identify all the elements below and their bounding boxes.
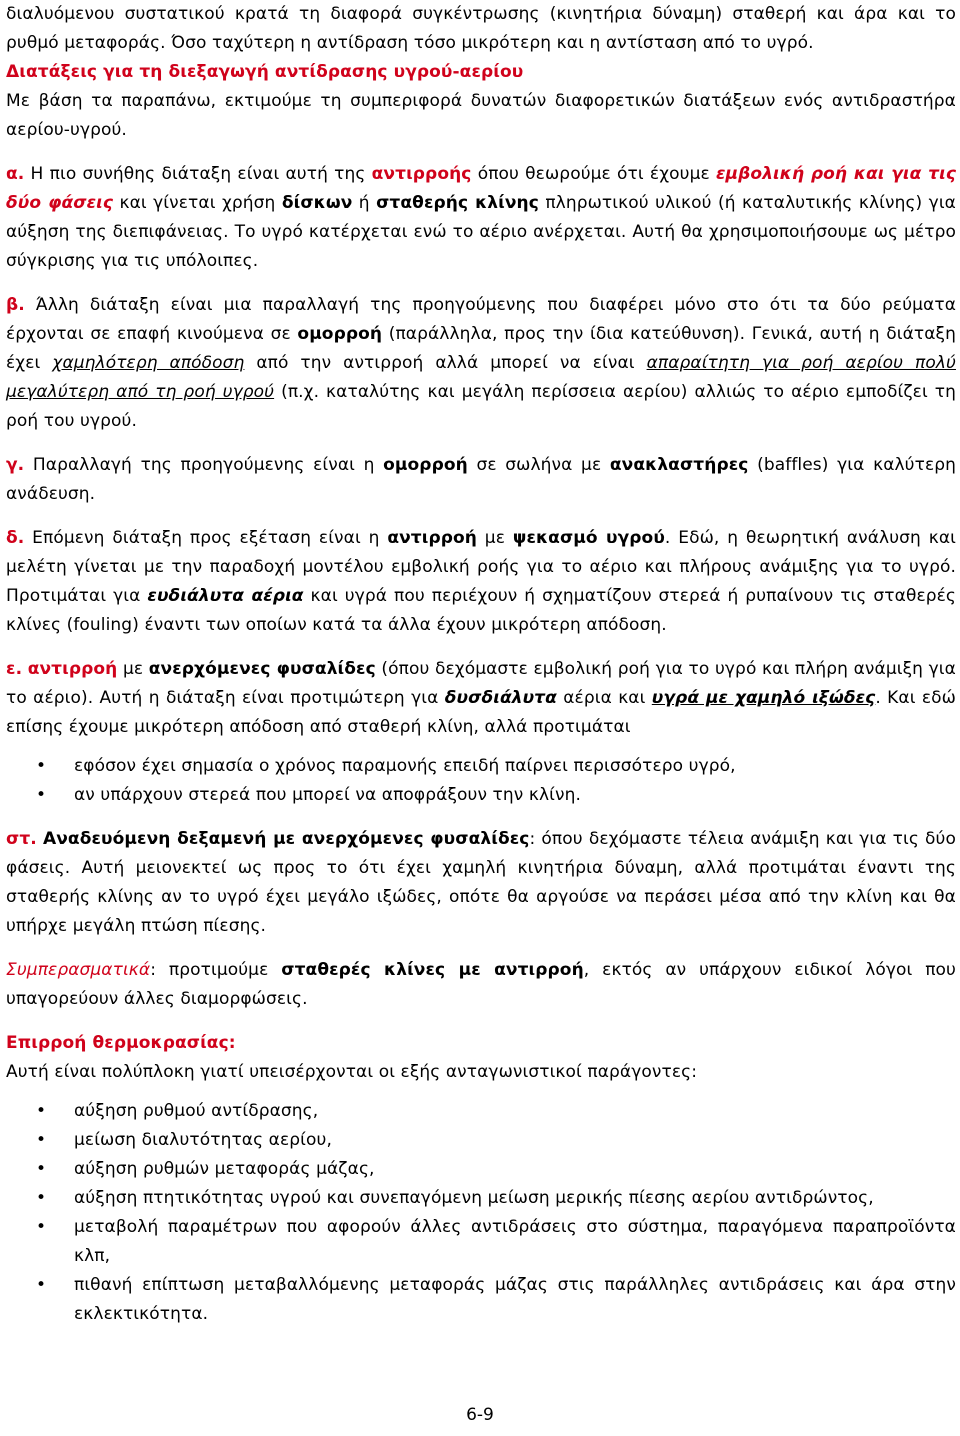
paragraph-conclusion: Συμπερασματικά: προτιμούμε σταθερές κλίνες με αντιρροή, εκτός αν υπάρχουν ειδικοί λόγοι που υπαγορεύουν άλλες διαμορφώσεις. xyxy=(6,960,956,1009)
item-label-gamma: γ. xyxy=(6,455,25,475)
item-label-delta: δ. xyxy=(6,528,25,548)
paragraph-delta: δ. Επόμενη διάταξη προς εξέταση είναι η αντιρροή με ψεκασμό υγρού. Εδώ, η θεωρητική ανάλυση και μελέτη γίνεται με την παραδοχή μοντέλου εμβολική ροής για το αέριο και πλήρους ανάμιξης για το υγρό. Προτιμάται για ευδιάλυτα αέρια και υγρά που περιέχουν ή σχηματίζουν στερεά ή ρυπαίνουν τις σταθερές κλίνες (fouling) έναντι των οποίων κατά τα άλλα έχουν μικρότερη απόδοση. xyxy=(6,528,956,635)
page-number: 6-9 xyxy=(466,1405,494,1425)
paragraph-epsilon: ε. αντιρροή με ανερχόμενες φυσαλίδες (όπου δεχόμαστε εμβολική ροή για το υγρό και πλήρη ανάμιξη για το αέριο). Αυτή η διάταξη είναι προτιμώτερη για δυσδιάλυτα αέρια και υγρά με χαμηλό ιξώδες. Και εδώ επίσης έχουμε μικρότερη απόδοση από σταθερή κλίνη, αλλά προτιμάται xyxy=(6,659,957,737)
list-item: • πιθανή επίπτωση μεταβαλλόμενης μεταφοράς μάζας στις παράλληλες αντιδράσεις και άρα στην εκλεκτικότητα. xyxy=(6,1271,956,1329)
list-item: • αύξηση πτητικότητας υγρού και συνεπαγόμενη μείωση μερικής πίεσης αερίου αντιδρώντος, xyxy=(6,1184,956,1213)
item-label-epsilon: ε. xyxy=(6,659,23,679)
item-label-st: στ. xyxy=(6,829,37,849)
list-item: • αν υπάρχουν στερεά που μπορεί να αποφράξουν την κλίνη. xyxy=(6,781,956,810)
item-label-alpha: α. xyxy=(6,164,25,184)
paragraph-intro: διαλυόμενου συστατικού κρατά τη διαφορά συγκέντρωσης (κινητήρια δύναμη) σταθερή και άρα και το ρυθμό μεταφοράς. Όσο ταχύτερη η αντίδραση τόσο μικρότερη και η αντίσταση από το υγρό. xyxy=(6,4,956,53)
conclusion-label: Συμπερασματικά xyxy=(6,960,151,980)
temperature-bullet-list xyxy=(6,1097,956,1329)
paragraph-st: στ. Αναδευόμενη δεξαμενή με ανερχόμενες φυσαλίδες: όπου δεχόμαστε τέλεια ανάμιξη και για τις δύο φάσεις. Αυτή μειονεκτεί ως προς το ότι έχει χαμηλή κινητήρια δύναμη, αλλά προτιμάται έναντι της σταθερής κλίνης αν το υγρό έχει μεγάλο ιξώδες, οπότε θα αργούσε να περάσει μέσα από την κλίνη και θα υπήρχε μεγάλη πτώση πίεσης. xyxy=(6,829,956,936)
list-item: • εφόσον έχει σημασία ο χρόνος παραμονής επειδή παίρνει περισσότερο υγρό, xyxy=(6,752,956,781)
list-item: • αύξηση ρυθμού αντίδρασης, xyxy=(6,1097,956,1126)
section-heading-configurations: Διατάξεις για τη διεξαγωγή αντίδρασης υγρού-αερίου xyxy=(6,62,524,82)
paragraph-configurations-intro: Με βάση τα παραπάνω, εκτιμούμε τη συμπεριφορά δυνατών διαφορετικών διατάξεων ενός αντιδραστήρα αερίου-υγρού. xyxy=(6,91,956,140)
document-page xyxy=(6,0,956,1329)
paragraph-temperature-intro: Αυτή είναι πολύπλοκη γιατί υπεισέρχονται οι εξής ανταγωνιστικοί παράγοντες: xyxy=(6,1062,698,1082)
section-heading-temperature: Επιρροή θερμοκρασίας: xyxy=(6,1033,236,1053)
list-item: • αύξηση ρυθμών μεταφοράς μάζας, xyxy=(6,1155,956,1184)
list-item: • μεταβολή παραμέτρων που αφορούν άλλες αντιδράσεις στο σύστημα, παραγόμενα παραπροϊόντα κλπ, xyxy=(6,1213,956,1271)
list-item: • μείωση διαλυτότητας αερίου, xyxy=(6,1126,956,1155)
epsilon-bullet-list xyxy=(6,752,956,810)
paragraph-beta: β. Άλλη διάταξη είναι μια παραλλαγή της προηγούμενης που διαφέρει μόνο στο ότι τα δύο ρεύματα έρχονται σε επαφή κινούμενα σε ομορροή (παράλληλα, προς την ίδια κατεύθυνση). Γενικά, αυτή η διάταξη έχει χαμηλότερη απόδοση από την αντιρροή αλλά μπορεί να είναι απαραίτητη για ροή αερίου πολύ μεγαλύτερη από τη ροή υγρού (π.χ. καταλύτης και μεγάλη περίσσεια αερίου) αλλιώς το αέριο εμποδίζει τη ροή του υγρού. xyxy=(6,295,957,431)
paragraph-gamma: γ. Παραλλαγή της προηγούμενης είναι η ομορροή σε σωλήνα με ανακλαστήρες (baffles) για καλύτερη ανάδευση. xyxy=(6,455,956,504)
paragraph-alpha: α. Η πιο συνήθης διάταξη είναι αυτή της αντιρροής όπου θεωρούμε ότι έχουμε εμβολική ροή και για τις δύο φάσεις και γίνεται χρήση δίσκων ή σταθερής κλίνης πληρωτικού υλικού (ή καταλυτικής κλίνης) για αύξηση της διεπιφάνειας. Το υγρό κατέρχεται ενώ το αέριο ανέρχεται. Αυτή θα χρησιμοποιήσουμε ως μέτρο σύγκρισης για τις υπόλοιπες. xyxy=(6,164,956,271)
item-label-beta: β. xyxy=(6,295,25,315)
